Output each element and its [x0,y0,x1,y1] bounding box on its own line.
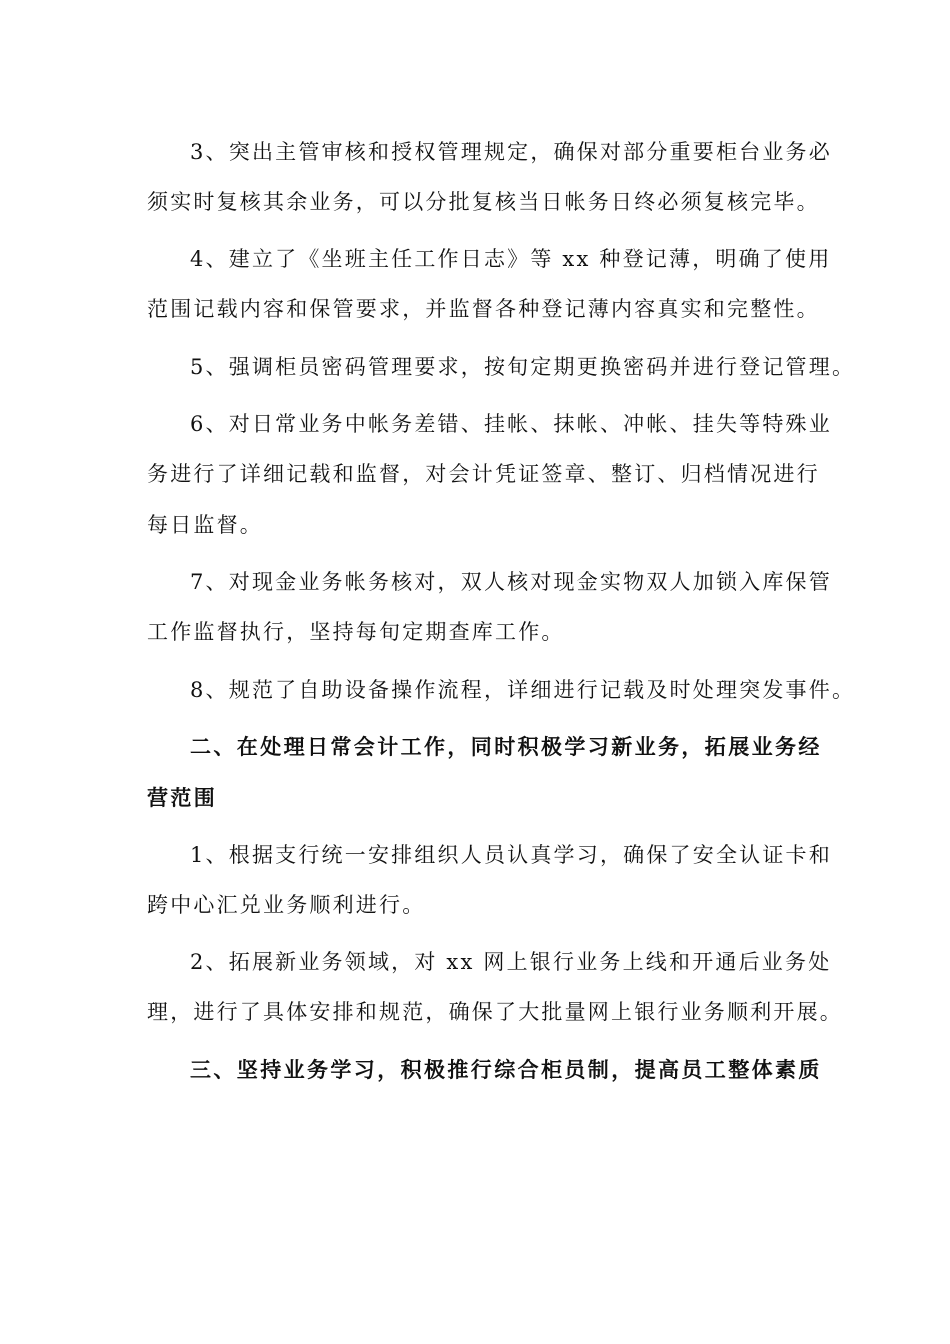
section-2-paragraph-1-line-1: 1、根据支行统一安排组织人员认真学习，确保了安全认证卡和 [190,843,832,867]
section-2-paragraph-2-line-2: 理，进行了具体安排和规范，确保了大批量网上银行业务顺利开展。 [147,1000,843,1024]
paragraph-4-line-2: 范围记载内容和保管要求，并监督各种登记薄内容真实和完整性。 [147,297,820,321]
paragraph-6-line-1: 6、对日常业务中帐务差错、挂帐、抹帐、冲帐、挂失等特殊业 [190,412,832,436]
section-2-heading-line-2: 营范围 [147,786,218,810]
section-2-paragraph-1-line-2: 跨中心汇兑业务顺利进行。 [147,893,426,917]
section-3-heading: 三、坚持业务学习，积极推行综合柜员制，提高员工整体素质 [190,1058,822,1082]
paragraph-3-line-1: 3、突出主管审核和授权管理规定，确保对部分重要柜台业务必 [190,140,832,164]
paragraph-6-line-2: 务进行了详细记载和监督，对会计凭证签章、整订、归档情况进行 [147,462,820,486]
section-2-paragraph-2-line-1: 2、拓展新业务领域，对 xx 网上银行业务上线和开通后业务处 [190,950,832,974]
paragraph-5-line-1: 5、强调柜员密码管理要求，按旬定期更换密码并进行登记管理。 [190,355,856,379]
paragraph-3-line-2: 须实时复核其余业务，可以分批复核当日帐务日终必须复核完毕。 [147,190,820,214]
paragraph-8-line-1: 8、规范了自助设备操作流程，详细进行记载及时处理突发事件。 [190,678,856,702]
paragraph-7-line-2: 工作监督执行，坚持每旬定期查库工作。 [147,620,565,644]
paragraph-7-line-1: 7、对现金业务帐务核对，双人核对现金实物双人加锁入库保管 [190,570,832,594]
paragraph-6-line-3: 每日监督。 [147,513,263,537]
paragraph-4-line-1: 4、建立了《坐班主任工作日志》等 xx 种登记薄，明确了使用 [190,247,832,271]
section-2-heading-line-1: 二、在处理日常会计工作，同时积极学习新业务，拓展业务经 [190,735,822,759]
